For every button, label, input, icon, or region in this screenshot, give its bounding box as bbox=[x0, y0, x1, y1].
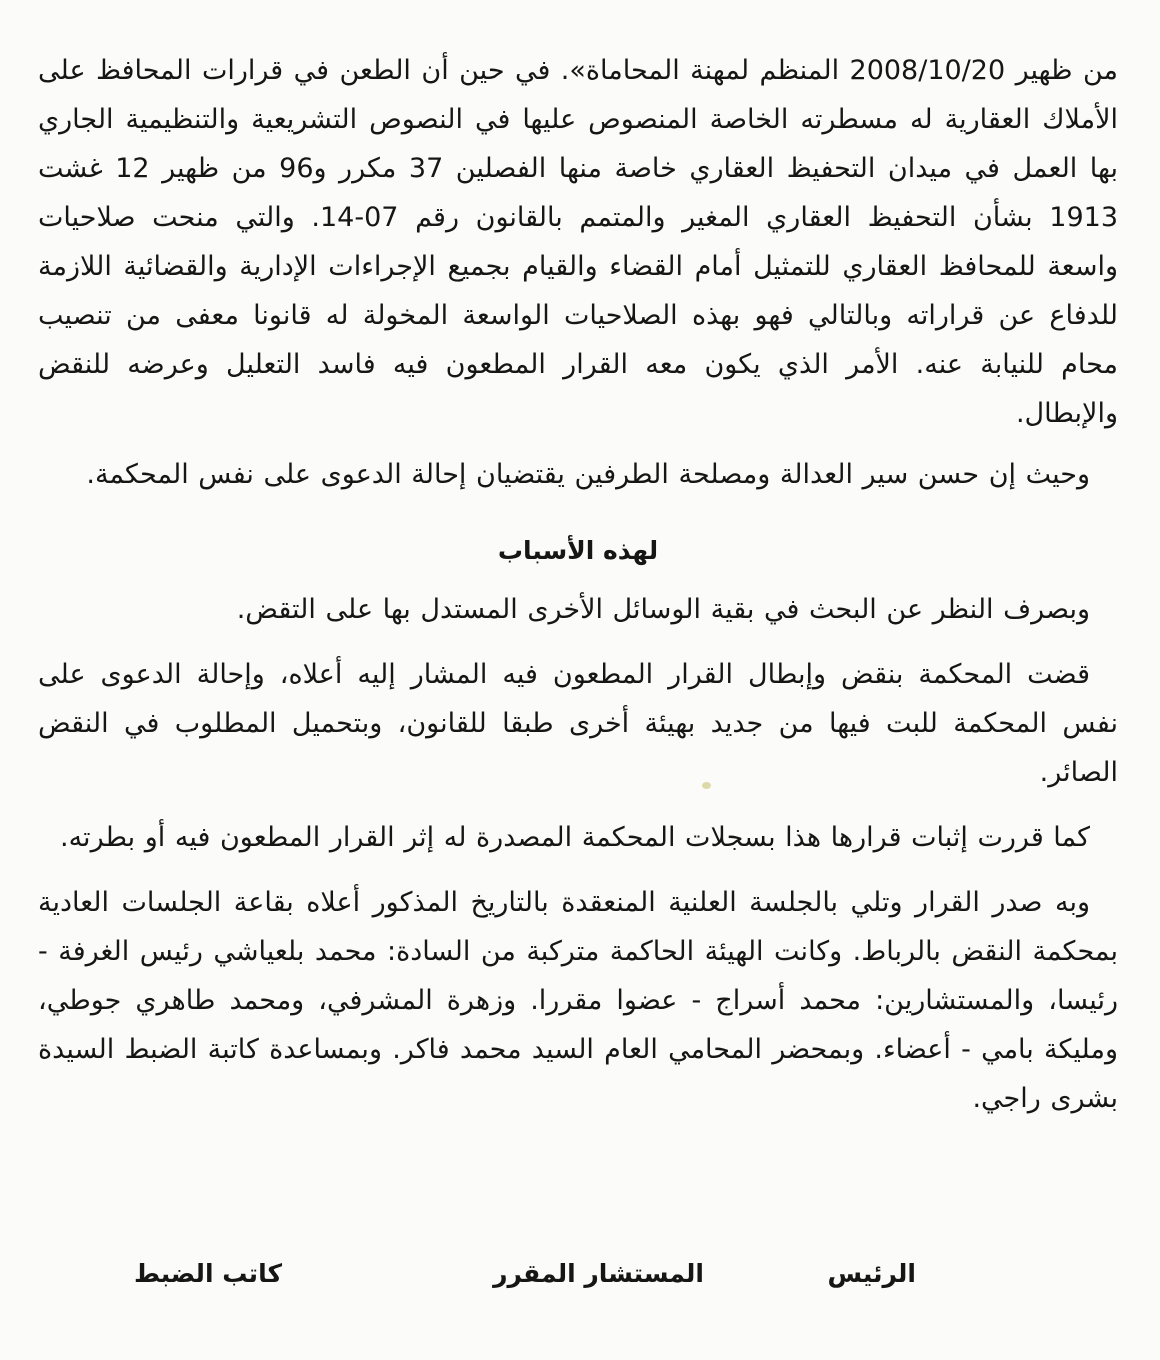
section-heading: لهذه الأسباب bbox=[497, 536, 659, 565]
signature-president: الرئيس bbox=[827, 1259, 916, 1288]
signature-clerk: كاتب الضبط bbox=[133, 1259, 282, 1288]
paper-speck bbox=[702, 782, 711, 789]
signature-block bbox=[38, 1254, 1118, 1304]
paragraph-registration: كما قررت إثبات قرارها هذا بسجلات المحكمة المصدرة له إثر القرار المطعون فيه أو بطرته. bbox=[60, 822, 1090, 853]
signature-counselor: المستشار المقرر bbox=[493, 1259, 704, 1288]
paragraph-other-grounds: وبصرف النظر عن البحث في بقية الوسائل الأخرى المستدل بها على التقض. bbox=[236, 594, 1090, 625]
paragraph-legal-reasoning: من ظهير 2008/10/20 المنظم لمهنة المحاماة». في حين أن الطعن في قرارات المحافظ على الأملاك العقارية له مسطرته الخاصة المنصوص عليها في النصوص التشريعية والتنظيمية الجاري بها العمل في ميدان التحفيظ العقاري خاصة منها الفصلين 37 مكرر و96 من ظهير 12 غشت 1913 بشأن التحفيظ العقاري المغير والمتمم بالقانون رقم 07-14. والتي منحت صلاحيات واسعة للمحافظ العقاري للتمثيل أمام القضاء والقيام بجميع الإجراءات الإدارية والقضائية اللازمة للدفاع عن قراراته وبالتالي فهو بهذه الصلاحيات الواسعة المخولة له قانونا معفى من تنصيب محام للنيابة عنه. الأمر الذي يكون معه القرار المطعون فيه فاسد التعليل وعرضه للنقض والإبطال. bbox=[38, 55, 1118, 429]
paragraph-ruling: قضت المحكمة بنقض وإبطال القرار المطعون فيه المشار إليه أعلاه، وإحالة الدعوى على نفس المحكمة للبت فيها من جديد بهيئة أخرى طبقا للقانون، وبتحميل المطلوب في النقض الصائر. bbox=[38, 659, 1118, 788]
paragraph-session-details: وبه صدر القرار وتلي بالجلسة العلنية المنعقدة بالتاريخ المذكور أعلاه بقاعة الجلسات العادية بمحكمة النقض بالرباط. وكانت الهيئة الحاكمة متركبة من السادة: محمد بلعياشي رئيس الغرفة - رئيسا، والمستشارين: محمد أسراج - عضوا مقررا. وزهرة المشرفي، ومحمد طاهري جوطي، ومليكة بامي - أعضاء. وبمحضر المحامي العام السيد محمد فاكر. وبمساعدة كاتبة الضبط السيدة بشرى راجي. bbox=[38, 887, 1118, 1114]
paragraph-referral: وحيث إن حسن سير العدالة ومصلحة الطرفين يقتضيان إحالة الدعوى على نفس المحكمة. bbox=[86, 459, 1090, 490]
